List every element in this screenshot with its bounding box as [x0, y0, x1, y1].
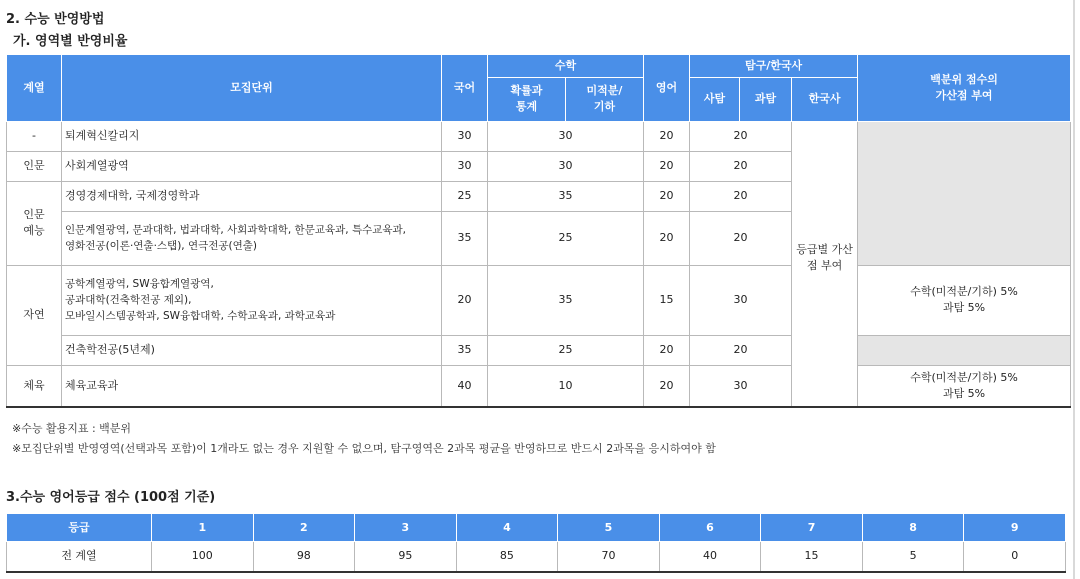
- subsection-ga-heading: 가. 영역별 반영비율: [13, 34, 128, 49]
- history-note-cell: 등급별 가산 점 부여: [792, 121, 858, 407]
- row-label: 전 계열: [7, 542, 152, 572]
- korean-cell: 35: [442, 335, 488, 365]
- grade-header: 2: [253, 514, 355, 542]
- grade-header-label: 등급: [7, 514, 152, 542]
- korean-cell: 20: [442, 265, 488, 335]
- header-bonus: 백분위 점수의 가산점 부여: [858, 55, 1071, 121]
- english-cell: 20: [644, 211, 690, 265]
- group-cell: -: [7, 121, 62, 151]
- korean-cell: 25: [442, 181, 488, 211]
- table-row: [7, 121, 1071, 151]
- grade-header: 6: [659, 514, 761, 542]
- header-english: 영어: [644, 55, 690, 121]
- note-requirement: ※모집단위별 반영영역(선택과목 포함)이 1개라도 없는 경우 지원할 수 없으며, 탐구영역은 2과목 평균을 반영하므로 반드시 2과목을 응시하여야 함: [12, 442, 716, 455]
- header-korean: 국어: [442, 55, 488, 121]
- math-cell: 25: [488, 335, 644, 365]
- math-cell: 30: [488, 121, 644, 151]
- unit-cell: 사회계열광역: [62, 151, 442, 181]
- header-math: 수학: [488, 55, 644, 77]
- score-cell: 98: [253, 542, 355, 572]
- table-row: [7, 335, 1071, 365]
- inquiry-cell: 20: [690, 181, 792, 211]
- header-math-prob: 확률과 통계: [488, 77, 566, 121]
- unit-cell: 인문계열광역, 문과대학, 법과대학, 사회과학대학, 한문교육과, 특수교육과, 영화전공(이론·연출·스탭), 연극전공(연출): [62, 211, 442, 265]
- note-indicator: ※수능 활용지표 : 백분위: [12, 422, 132, 435]
- math-cell: 25: [488, 211, 644, 265]
- inquiry-cell: 30: [690, 265, 792, 335]
- grade-header: 8: [862, 514, 964, 542]
- korean-cell: 30: [442, 151, 488, 181]
- math-cell: 35: [488, 181, 644, 211]
- inquiry-cell: 20: [690, 151, 792, 181]
- table-row: [7, 542, 1066, 572]
- table-row: [7, 265, 1071, 335]
- bonus-cell: 수학(미적분/기하) 5% 과탐 5%: [858, 365, 1071, 407]
- score-cell: 0: [964, 542, 1066, 572]
- group-cell: 인문 예능: [7, 181, 62, 265]
- bonus-empty-cell: [858, 121, 1071, 265]
- grade-header: 4: [456, 514, 558, 542]
- grade-header: 1: [152, 514, 254, 542]
- section-3-heading: 3.수능 영어등급 점수 (100점 기준): [6, 490, 216, 505]
- group-cell: 인문: [7, 151, 62, 181]
- bonus-empty-cell: [858, 335, 1071, 365]
- score-cell: 5: [862, 542, 964, 572]
- header-unit: 모집단위: [62, 55, 442, 121]
- table-row: [7, 365, 1071, 407]
- korean-cell: 35: [442, 211, 488, 265]
- bonus-cell: 수학(미적분/기하) 5% 과탐 5%: [858, 265, 1071, 335]
- header-science: 과탐: [740, 77, 792, 121]
- header-social: 사탐: [690, 77, 740, 121]
- group-cell: 자연: [7, 265, 62, 365]
- inquiry-cell: 20: [690, 211, 792, 265]
- group-cell: 체육: [7, 365, 62, 407]
- score-cell: 100: [152, 542, 254, 572]
- score-cell: 70: [558, 542, 660, 572]
- unit-cell: 퇴계혁신칼리지: [62, 121, 442, 151]
- english-grade-table: [6, 513, 1066, 573]
- reflection-ratio-table: [6, 55, 1071, 408]
- score-cell: 40: [659, 542, 761, 572]
- unit-cell: 공학계열광역, SW융합계열광역, 공과대학(건축학전공 제외), 모바일시스템공학과, SW융합대학, 수학교육과, 과학교육과: [62, 265, 442, 335]
- score-cell: 85: [456, 542, 558, 572]
- korean-cell: 40: [442, 365, 488, 407]
- english-cell: 20: [644, 121, 690, 151]
- inquiry-cell: 20: [690, 121, 792, 151]
- unit-cell: 체육교육과: [62, 365, 442, 407]
- grade-header: 9: [964, 514, 1066, 542]
- inquiry-cell: 20: [690, 335, 792, 365]
- section-2-heading: 2. 수능 반영방법: [6, 12, 105, 27]
- score-cell: 15: [761, 542, 863, 572]
- korean-cell: 30: [442, 121, 488, 151]
- grade-header: 7: [761, 514, 863, 542]
- unit-cell: 건축학전공(5년제): [62, 335, 442, 365]
- header-math-calc: 미적분/ 기하: [566, 77, 644, 121]
- math-cell: 30: [488, 151, 644, 181]
- grade-header: 5: [558, 514, 660, 542]
- header-group: 계열: [7, 55, 62, 121]
- english-cell: 15: [644, 265, 690, 335]
- header-history: 한국사: [792, 77, 858, 121]
- header-inquiry: 탐구/한국사: [690, 55, 858, 77]
- inquiry-cell: 30: [690, 365, 792, 407]
- math-cell: 35: [488, 265, 644, 335]
- english-cell: 20: [644, 335, 690, 365]
- grade-header: 3: [355, 514, 457, 542]
- score-cell: 95: [355, 542, 457, 572]
- right-border: [1073, 0, 1075, 579]
- unit-cell: 경영경제대학, 국제경영학과: [62, 181, 442, 211]
- english-cell: 20: [644, 181, 690, 211]
- english-cell: 20: [644, 151, 690, 181]
- english-cell: 20: [644, 365, 690, 407]
- math-cell: 10: [488, 365, 644, 407]
